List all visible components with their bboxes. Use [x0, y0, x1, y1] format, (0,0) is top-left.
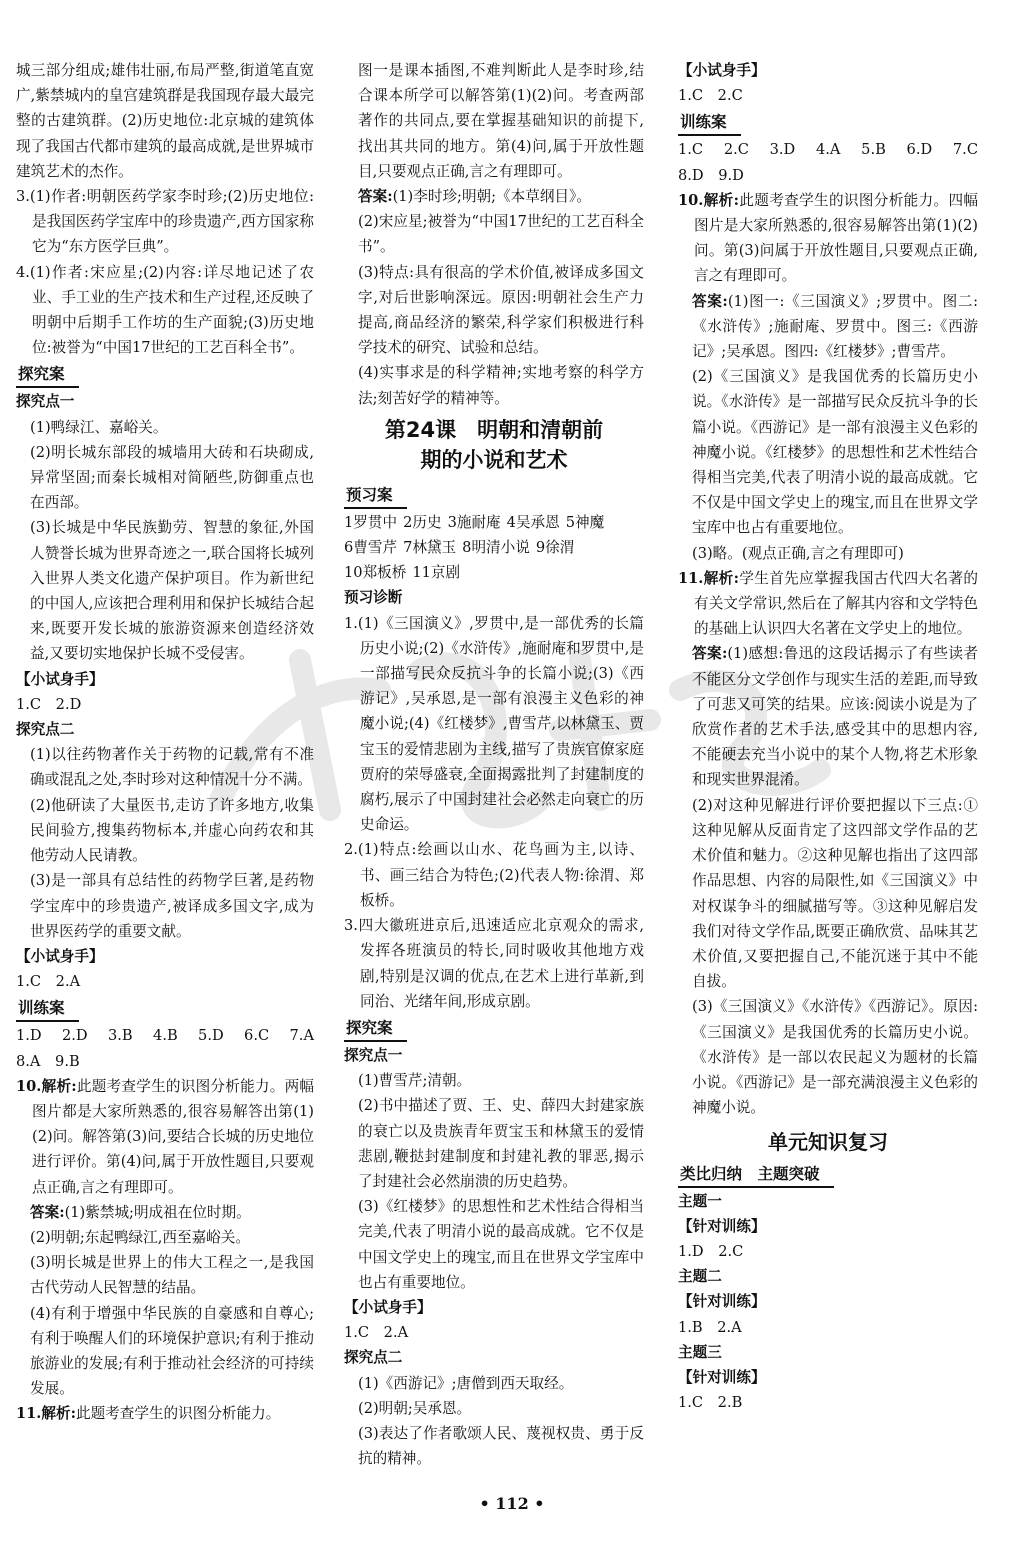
paragraph: 图一是课本插图,不难判断此人是李时珍,结合课本所学可以解答第(1)(2)问。考查两部著作的共同点,要在掌握基础知识的前提下,找出其共同的地方。第(4)问,属于开放性题目,只要观点正确,言之有理即可。 [358, 62, 644, 180]
paragraph: (1)《西游记》;唐僧到西天取经。 [358, 1374, 574, 1392]
label: 答案: [692, 292, 728, 310]
analysis-item-10 [16, 1074, 314, 1200]
grid-item: 10郑板桥 [344, 564, 407, 582]
preview-answer-grid [344, 510, 644, 586]
section-header-training: 训练案 [678, 110, 741, 136]
text: (1)李时珍;明朝;《本草纲目》。 [392, 188, 591, 206]
paragraph: (3)长城是中华民族勤劳、智慧的象征,外国人赞誉长城为世界奇迹之一,联合国将长城列入世界人类文化遗产保护项目。作为新世纪的中国人,应该把合理利用和保护长城结合起来,既要开发长城的旅游资源来创造经济效益,又要切实地保护长城不受侵害。 [30, 519, 314, 663]
text: (1)紫禁城;明成祖在位时期。 [64, 1203, 251, 1221]
paragraph: (3)明长城是世界上的伟大工程之一,是我国古代劳动人民智慧的结晶。 [30, 1254, 314, 1297]
label: 答案: [30, 1203, 65, 1221]
paragraph: (3)特点:具有很高的学术价值,被译成多国文字,对后世影响深远。原因:明朝社会生产力提高,商品经济的繁荣,科学家们积极进行科学技术的研究、试验和总结。 [358, 263, 644, 357]
grid-item: 3施耐庵 [447, 513, 501, 531]
text: 此题考查学生的识图分析能力。两幅图片都是大家所熟悉的,很容易解答出第(1)(2)问。解答第(3)问,要结合长城的历史地位进行评价。第(4)问,属于开放性题目,只要观点正确,言之有理即可。 [32, 1077, 314, 1196]
subheading: 【小试身手】 [16, 670, 104, 688]
analysis-item-10 [678, 188, 978, 289]
answer-line: 1.C 2.B [678, 1394, 743, 1412]
grid-item: 5神魔 [565, 513, 605, 531]
answer-item: 2.(1)特点:绘画以山水、花鸟画为主,以诗、书、画三结合为特色;(2)代表人物:徐渭、郑板桥。 [344, 841, 644, 909]
page-number-bullet-right: • [534, 1494, 545, 1513]
paragraph: (3)是一部具有总结性的药物学巨著,是药物学宝库中的珍贵遗产,被译成多国文字,成为世界医药学的重要文献。 [30, 872, 314, 940]
answer-block [344, 184, 644, 209]
section-header-preview: 预习案 [344, 483, 407, 509]
text: (1)图一:《三国演义》;罗贯中。图二:《水浒传》;施耐庵、罗贯中。图三:《西游记》;吴承恩。图四:《红楼梦》;曹雪芹。 [692, 292, 978, 361]
section-header-training: 训练案 [16, 996, 79, 1022]
answer-line: 1.C 2.A [16, 973, 81, 991]
label: 答案: [692, 645, 728, 663]
section-header-explore: 探究案 [344, 1016, 407, 1042]
grid-item: 2历史 [403, 513, 442, 531]
paragraph: (3)《三国演义》《水浒传》《西游记》。原因:《三国演义》是我国优秀的长篇历史小说。《水浒传》是一部以农民起义为题材的长篇小说。《西游记》是一部充满浪漫主义色彩的神魔小说。 [692, 998, 978, 1117]
paragraph: (2)对这种见解进行评价要把握以下三点:①这种见解从反面肯定了这四部文学作品的艺术价值和魅力。②这种见解也指出了这四部作品思想、内容的局限性,如《三国演义》中对权谋争斗的细腻描写等。③这种见解启发我们对待文学作品,既要正确欣赏、品味其艺术价值,又要把握自己,不能沉迷于其中不能自拔。 [692, 796, 978, 991]
subheading: 【针对训练】 [678, 1293, 766, 1311]
label: 11.解析: [678, 569, 739, 587]
subheading: 【小试身手】 [344, 1298, 432, 1316]
text: 学生首先应掌握我国古代四大名著的有关文学常识,然后在了解其内容和文学特色的基础上认识四大名著在文学史上的地位。 [694, 569, 978, 638]
paragraph: (2)《三国演义》是我国优秀的长篇历史小说。《水浒传》是一部描写民众反抗斗争的长篇小说。《西游记》是一部有浪漫主义色彩的神魔小说。《红楼梦》的思想性和艺术性结合得相当完美,代表了明清小说的最高成就。它不仅是中国文学史上的瑰宝,而且在世界文学宝库中也占有重要地位。 [692, 368, 978, 537]
text: (1)感想:鲁迅的这段话揭示了有些读者不能区分文学创作与现实生活的差距,而导致了可悲又可笑的结果。应该:阅读小说是为了欣赏作者的艺术手法,感受其中的思想内容,不能硬去充当小说中的某个人物,将艺术形象和现实世界混淆。 [692, 645, 979, 789]
subheading: 探究点二 [344, 1349, 403, 1367]
grid-item: 6曹雪芹 [344, 539, 398, 557]
paragraph: (1)以往药物著作关于药物的记载,常有不准确或混乱之处,李时珍对这种情况十分不满。 [30, 746, 314, 789]
column-right [678, 58, 993, 1415]
answer-block [16, 1200, 314, 1225]
column-left [16, 58, 329, 1427]
page-number [0, 1494, 1024, 1513]
topic-heading: 主题一 [678, 1192, 722, 1210]
paragraph: (3)表达了作者歌颂人民、蔑视权贵、勇于反抗的精神。 [358, 1424, 644, 1468]
answer-block [678, 289, 978, 365]
answer-item: 1.(1)《三国演义》,罗贯中,是一部优秀的长篇历史小说;(2)《水浒传》,施耐庵和罗贯中,是一部描写民众反抗斗争的长篇小说;(3)《西游记》,吴承恩,是一部有浪漫主义色彩的神魔小说;(4)《红楼梦》,曹雪芹,以林黛玉、贾宝玉的爱情悲剧为主线,描写了贵族官僚家庭贾府的荣辱盛衰,全面揭露批判了封建制度的腐朽,展示了中国封建社会必然走向衰亡的历史命运。 [344, 614, 644, 834]
answer-block [678, 641, 978, 792]
subheading: 探究点二 [16, 721, 75, 739]
answer-line: 1.C 2.A [344, 1324, 409, 1342]
text: 此题考查学生的识图分析能力。四幅图片是大家所熟悉的,很容易解答出第(1)(2)问。第(3)问属于开放性题目,只要观点正确,言之有理即可。 [694, 191, 978, 285]
paragraph: (4)实事求是的科学精神;实地考察的科学方法;刻苦好学的精神等。 [358, 364, 644, 407]
analysis-item-11 [16, 1401, 314, 1426]
subheading: 【小试身手】 [16, 947, 104, 965]
answer-item-3: 3.(1)作者:明朝医药学家李时珍;(2)历史地位:是我国医药学宝库中的珍贵遗产,西方国家称它为“东方医学巨典”。 [16, 188, 314, 256]
topic-heading: 主题三 [678, 1343, 722, 1361]
grid-item: 9徐渭 [535, 539, 575, 557]
label: 11.解析: [16, 1405, 76, 1423]
paragraph: (4)有利于增强中华民族的自豪感和自尊心;有利于唤醒人们的环境保护意识;有利于推动旅游业的发展;有利于推动社会经济的可持续发展。 [30, 1304, 314, 1398]
paragraph: (1)鸭绿江、嘉峪关。 [30, 418, 168, 436]
paragraph: (2)明朝;东起鸭绿江,西至嘉峪关。 [30, 1228, 250, 1246]
answer-line: 1.C 2.C 3.D 4.A 5.B 6.D 7.C 8.D 9.D [678, 141, 993, 184]
paragraph: (3)略。(观点正确,言之有理即可) [692, 544, 904, 562]
subheading: 预习诊断 [344, 589, 403, 607]
text: 此题考查学生的识图分析能力。 [75, 1405, 281, 1423]
answer-line: 1.B 2.A [678, 1318, 742, 1336]
topic-heading: 主题二 [678, 1268, 722, 1286]
column-middle [344, 58, 644, 1471]
lesson-title [344, 415, 644, 475]
answer-line: 1.C 2.D [16, 695, 82, 713]
label: 10.解析: [678, 191, 739, 209]
grid-item: 4吴承恩 [506, 513, 560, 531]
paragraph: (2)明朝;吴承恩。 [358, 1399, 472, 1417]
grid-item: 1罗贯中 [344, 513, 398, 531]
grid-item: 11京剧 [412, 564, 461, 582]
grid-item: 7林黛玉 [403, 539, 457, 557]
subheading: 【小试身手】 [678, 62, 766, 79]
page-number-bullet-left: • [479, 1494, 490, 1513]
answer-line: 1.D 2.C [678, 1242, 744, 1260]
subheading: 【针对训练】 [678, 1217, 766, 1235]
lesson-title-line-1: 第24课 明朝和清朝前 [384, 417, 604, 442]
subheading: 探究点一 [16, 393, 75, 411]
paragraph: (2)他研读了大量医书,走访了许多地方,收集民间验方,搜集药物标本,并虚心向药农和其他劳动人民请教。 [30, 796, 314, 865]
subheading: 探究点一 [344, 1046, 403, 1064]
paragraph: (3)《红楼梦》的思想性和艺术性结合得相当完美,代表了明清小说的最高成就。它不仅是中国文学史上的瑰宝,而且在世界文学宝库中也占有重要地位。 [358, 1198, 644, 1291]
page-number-value: 112 [495, 1494, 529, 1513]
section-header-topics: 类比归纳 主题突破 [678, 1162, 834, 1188]
paragraph: (2)书中描述了贾、王、史、薛四大封建家族的衰亡以及贵族青年贾宝玉和林黛玉的爱情悲剧,鞭挞封建制度和封建礼教的罪恶,揭示了封建社会必然崩溃的历史趋势。 [358, 1097, 644, 1190]
grid-item: 8明清小说 [462, 539, 530, 557]
section-header-explore: 探究案 [16, 362, 79, 388]
paragraph: (2)明长城东部段的城墙用大砖和石块砌成,异常坚固;而秦长城相对简陋些,防御重点也在西部。 [30, 443, 314, 512]
label: 10.解析: [16, 1077, 77, 1095]
label: 答案: [358, 188, 393, 206]
analysis-item-11 [678, 566, 978, 642]
unit-review-title: 单元知识复习 [768, 1130, 888, 1155]
answer-line: 1.D 2.D 3.B 4.B 5.D 6.C 7.A 8.A 9.B [16, 1027, 329, 1070]
answer-line: 1.C 2.C [678, 87, 743, 105]
answer-item-4: 4.(1)作者:宋应星;(2)内容:详尽地记述了农业、手工业的生产技术和生产过程,还反映了明朝中后期手工作坊的生产面貌;(3)历史地位:被誉为“中国17世纪的工艺百科全书”。 [16, 263, 314, 357]
paragraph: 城三部分组成;雄伟壮丽,布局严整,街道笔直宽广,紫禁城内的皇宫建筑群是我国现存最大最完整的古建筑群。(2)历史地位:北京城的建筑体现了我国古代都市建筑的最高成就,是世界城市建筑艺术的杰作。 [16, 62, 314, 180]
lesson-title-line-2: 期的小说和艺术 [420, 447, 568, 472]
paragraph: (1)曹雪芹;清朝。 [358, 1072, 472, 1090]
paragraph: (2)宋应星;被誉为“中国17世纪的工艺百科全书”。 [358, 213, 644, 256]
subheading: 【针对训练】 [678, 1368, 766, 1386]
answer-item: 3.四大徽班进京后,迅速适应北京观众的需求,发挥各班演员的特长,同时吸收其他地方戏剧,特别是汉调的优点,在艺术上进行革新,到同治、光绪年间,形成京剧。 [344, 917, 644, 1010]
